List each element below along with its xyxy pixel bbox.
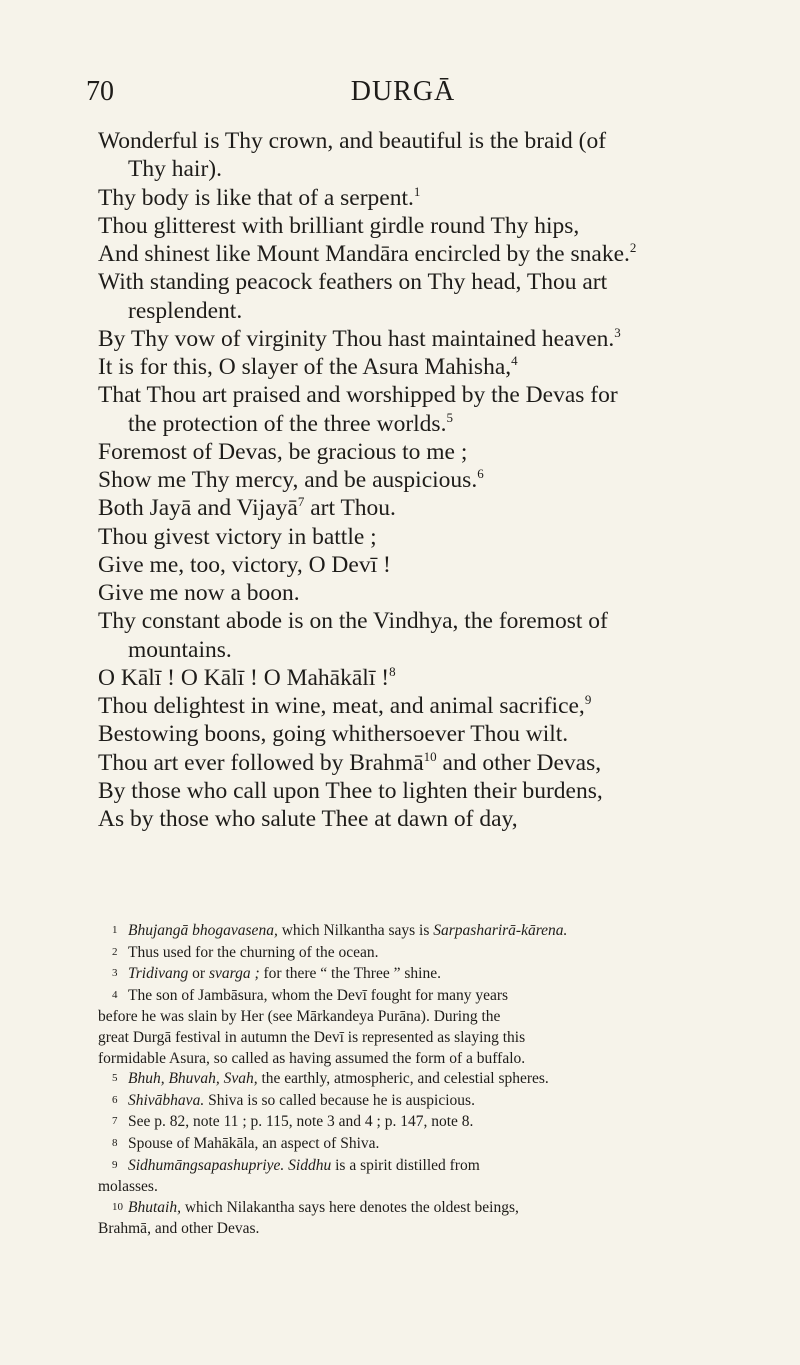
footnote-number: 1 xyxy=(112,924,118,936)
verse-line: Thou glitterest with brilliant girdle round Thy hips, xyxy=(98,212,580,239)
footnote-term: Siddhu xyxy=(288,1156,332,1174)
footnote xyxy=(98,1091,760,1113)
footnote-number: 4 xyxy=(112,988,118,1001)
verse-text: Show me Thy mercy, and be auspicious. xyxy=(98,467,478,493)
verse-line: As by those who salute Thee at dawn of day, xyxy=(98,806,518,832)
verse-line: Give me, too, victory, O Devī ! xyxy=(98,551,391,578)
verse-line: That Thou art praised and worshipped by the Devas for xyxy=(98,382,618,409)
verse-line xyxy=(98,749,758,777)
footnote-continuation: molasses. xyxy=(98,1178,158,1196)
verse-text: Thou art ever followed by Brahmā xyxy=(98,749,424,776)
footnote-ref: 1 xyxy=(413,183,421,199)
footnote-term: Tridivang xyxy=(128,965,189,983)
footnote-ref: 7 xyxy=(297,494,305,510)
verse-text: By Thy vow of virginity Thou hast maintained heaven. xyxy=(98,325,615,352)
verse-line xyxy=(98,692,758,720)
verse-line: Thy hair). xyxy=(128,156,222,183)
footnote-ref: 8 xyxy=(389,663,396,679)
footnote xyxy=(98,943,760,965)
running-head: DURGĀ xyxy=(350,76,456,107)
footnotes xyxy=(98,921,760,1240)
verse-text: It is for this, O slayer of the Asura Mahisha, xyxy=(98,354,512,380)
footnote xyxy=(98,1134,760,1156)
verse-line: By those who call upon Thee to lighten their burdens, xyxy=(98,777,603,804)
footnote xyxy=(98,1198,760,1220)
footnote-ref: 2 xyxy=(629,240,637,256)
footnote-ref: 6 xyxy=(477,466,484,482)
footnote-number: 10 xyxy=(112,1200,123,1213)
verse-line: Foremost of Devas, be gracious to me ; xyxy=(98,438,468,465)
footnote-term: Sidhumāngsapashupriye. xyxy=(128,1156,285,1174)
page-header xyxy=(86,76,720,120)
footnote-number: 3 xyxy=(112,967,118,980)
verse-line xyxy=(98,184,758,212)
verse-text: and other Devas, xyxy=(436,749,602,776)
footnote-continuation: before he was slain by Her (see Mārkandeya Purāna). During the xyxy=(98,1008,501,1026)
footnote-term: Bhutaih, xyxy=(128,1198,181,1216)
footnote-ref: 5 xyxy=(446,409,453,425)
footnote-text: which Nilakantha says here denotes the oldest beings, xyxy=(180,1198,519,1216)
verse-text: the protection of the three worlds. xyxy=(128,410,447,437)
footnote-number: 9 xyxy=(112,1158,118,1171)
footnote-term: Bhuh, Bhuvah, Svah, xyxy=(128,1070,258,1088)
footnote-term: Bhujangā bhogavasena, xyxy=(128,922,278,939)
footnote-text: Shiva is so called because he is auspicious. xyxy=(204,1091,475,1109)
verse-text: art Thou. xyxy=(304,495,396,522)
footnote xyxy=(98,921,760,943)
footnote-ref: 9 xyxy=(584,692,592,708)
verse-line xyxy=(98,240,758,268)
verse-text: Thy body is like that of a serpent. xyxy=(98,184,414,211)
verse-line: Wonderful is Thy crown, and beautiful is the braid (of xyxy=(98,128,607,154)
footnote-continuation: formidable Asura, so called as having assumed the form of a buffalo. xyxy=(98,1049,526,1067)
verse-line: With standing peacock feathers on Thy head, Thou art xyxy=(98,269,608,296)
verse-text: O Kālī ! O Kālī ! O Mahākālī ! xyxy=(98,664,390,691)
verse-text: Thou delightest in wine, meat, and animal sacrifice, xyxy=(98,693,585,719)
footnote-term: Sarpasharirā-kārena. xyxy=(433,922,568,939)
verse-block xyxy=(98,127,758,833)
verse-text: And shinest like Mount Mandāra encircled by the snake. xyxy=(98,241,630,267)
footnote-text: for there “ the Three ” shine. xyxy=(259,965,441,983)
footnote-text: which Nilkantha says is xyxy=(277,922,434,939)
footnote-continuation: great Durgā festival in autumn the Devī is represented as slaying this xyxy=(98,1028,526,1046)
footnote-text: Spouse of Mahākāla, an aspect of Shiva. xyxy=(128,1134,380,1152)
verse-line: mountains. xyxy=(128,636,232,663)
footnote-text: See p. 82, note 11 ; p. 115, note 3 and 4 ; p. 147, note 8. xyxy=(128,1113,474,1131)
footnote-text: the earthly, atmospheric, and celestial spheres. xyxy=(257,1070,549,1088)
footnote-ref: 3 xyxy=(614,324,621,340)
footnote xyxy=(98,1069,760,1091)
footnote-number: 8 xyxy=(112,1136,118,1149)
footnote-number: 2 xyxy=(112,945,118,958)
page-number: 70 xyxy=(86,76,114,107)
verse-text: Both Jayā and Vijayā xyxy=(98,495,298,522)
verse-line xyxy=(98,664,758,692)
footnote-term: svarga ; xyxy=(208,965,260,983)
footnote-text: or xyxy=(188,965,209,983)
footnote xyxy=(98,1156,760,1178)
footnote-text: is a spirit distilled from xyxy=(331,1156,480,1174)
footnote-ref: 10 xyxy=(423,748,437,764)
footnote xyxy=(98,986,760,1008)
footnote-number: 7 xyxy=(112,1115,118,1128)
verse-line: Thy constant abode is on the Vindhya, the foremost of xyxy=(98,608,608,635)
footnote-continuation: Brahmā, and other Devas. xyxy=(98,1220,260,1238)
footnote xyxy=(98,1112,760,1134)
verse-line: Thou givest victory in battle ; xyxy=(98,523,377,550)
verse-line xyxy=(98,325,758,353)
verse-line: resplendent. xyxy=(128,297,243,324)
footnote-text: Thus used for the churning of the ocean. xyxy=(128,943,379,961)
verse-line: Give me now a boon. xyxy=(98,580,300,606)
footnote-number: 5 xyxy=(112,1072,118,1085)
footnote-text: The son of Jambāsura, whom the Devī fought for many years xyxy=(128,986,509,1004)
verse-line xyxy=(98,466,758,494)
verse-line xyxy=(98,410,758,438)
verse-line: Bestowing boons, going whithersoever Thou wilt. xyxy=(98,721,569,748)
verse-line xyxy=(98,353,758,381)
footnote-ref: 4 xyxy=(511,353,518,369)
verse-line xyxy=(98,494,758,522)
footnote-term: Shivābhava. xyxy=(128,1091,205,1109)
footnote-number: 6 xyxy=(112,1093,118,1106)
footnote xyxy=(98,964,760,986)
